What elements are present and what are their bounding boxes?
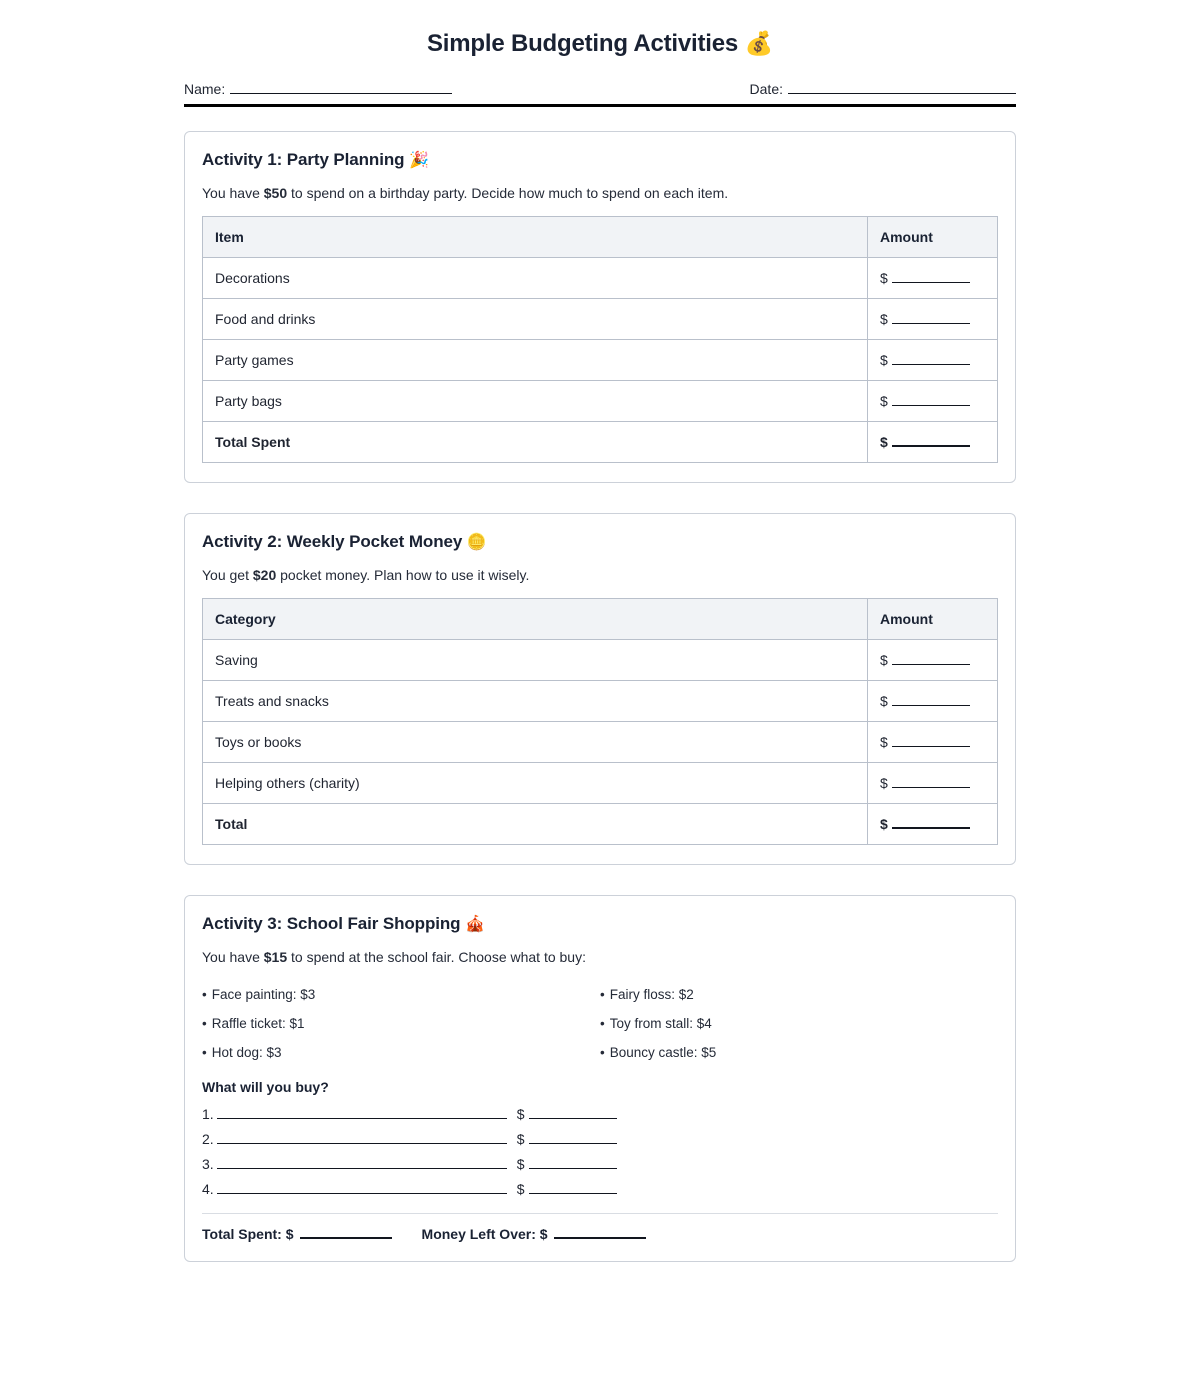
activity-3-description (202, 949, 998, 965)
choice-number: 4. (202, 1181, 214, 1197)
activity-card-2 (184, 513, 1016, 865)
row-amount-cell[interactable] (868, 681, 998, 722)
date-input-line[interactable] (788, 80, 1016, 94)
student-meta-row (184, 80, 1016, 97)
activity-1-heading-text: Activity 1: Party Planning (202, 150, 405, 169)
dollar-sign: $ (880, 434, 888, 450)
fair-item-label: Toy from stall: $4 (609, 1016, 712, 1031)
page-title (0, 0, 1200, 58)
dollar-sign: $ (880, 393, 888, 409)
table-row (203, 763, 998, 804)
activity-card-1 (184, 131, 1016, 483)
column-header-amount: Amount (868, 217, 998, 258)
total-amount-cell[interactable] (868, 804, 998, 845)
header-divider (184, 104, 1016, 107)
row-amount-cell[interactable] (868, 340, 998, 381)
bullet-icon: • (202, 1045, 207, 1060)
list-item (202, 1038, 600, 1067)
choice-amount-line[interactable] (529, 1130, 617, 1144)
total-label: Total (203, 804, 868, 845)
table-row (203, 299, 998, 340)
fair-item-label: Raffle ticket: $1 (211, 1016, 305, 1031)
money-bag-emoji: 💰 (744, 30, 773, 56)
fair-item-label: Fairy floss: $2 (609, 987, 694, 1002)
dollar-sign: $ (516, 1156, 525, 1172)
amount-blank-line[interactable] (892, 652, 970, 665)
fair-item-label: Bouncy castle: $5 (609, 1045, 717, 1060)
choice-item-line[interactable] (217, 1105, 507, 1119)
row-label: Toys or books (203, 722, 868, 763)
amount-blank-line[interactable] (892, 734, 970, 747)
page-title-text: Simple Budgeting Activities (426, 30, 739, 57)
activity-2-budget-amount: $20 (252, 567, 277, 583)
bullet-icon: • (202, 987, 207, 1002)
activity-3-desc-post: to spend at the school fair. Choose what to buy: (287, 949, 586, 965)
activity-card-3 (184, 895, 1016, 1262)
money-left-over-label: Money Left Over: $ (421, 1226, 548, 1242)
activity-1-desc-pre: You have (202, 185, 264, 201)
dollar-sign: $ (880, 816, 888, 832)
activity-2-desc-pre: You get (202, 567, 253, 583)
bullet-icon: • (600, 987, 605, 1002)
choice-amount-line[interactable] (529, 1155, 617, 1169)
choice-row (202, 1105, 998, 1122)
row-label: Food and drinks (203, 299, 868, 340)
what-will-you-buy-heading: What will you buy? (202, 1079, 329, 1095)
activity-2-table (202, 598, 998, 845)
row-amount-cell[interactable] (868, 299, 998, 340)
choice-row (202, 1130, 998, 1147)
summary-row (202, 1226, 998, 1242)
money-left-over-field (422, 1226, 646, 1242)
row-label: Treats and snacks (203, 681, 868, 722)
row-label: Helping others (charity) (203, 763, 868, 804)
activity-3-budget-amount: $15 (263, 949, 288, 965)
activity-1-heading (202, 150, 998, 170)
dollar-sign: $ (880, 311, 888, 327)
activity-2-heading-text: Activity 2: Weekly Pocket Money (202, 532, 463, 551)
table-row (203, 722, 998, 763)
activity-1-budget-amount: $50 (263, 185, 288, 201)
table-header-row (203, 217, 998, 258)
money-left-over-blank-line[interactable] (554, 1226, 646, 1239)
dollar-sign: $ (880, 775, 888, 791)
total-spent-field (202, 1226, 392, 1242)
row-amount-cell[interactable] (868, 640, 998, 681)
total-amount-cell[interactable] (868, 422, 998, 463)
fair-items-list (202, 980, 998, 1067)
activity-2-description (202, 567, 998, 583)
table-row (203, 258, 998, 299)
list-item (600, 980, 998, 1009)
total-spent-label: Total Spent: $ (202, 1226, 294, 1242)
activity-1-table (202, 216, 998, 463)
activity-3-heading (202, 914, 998, 934)
party-popper-emoji: 🎉 (409, 152, 429, 169)
table-row (203, 640, 998, 681)
column-header-amount: Amount (868, 599, 998, 640)
table-total-row (203, 422, 998, 463)
row-amount-cell[interactable] (868, 763, 998, 804)
coin-emoji: 🪙 (466, 534, 487, 551)
activity-2-heading (202, 532, 998, 552)
row-label: Saving (203, 640, 868, 681)
column-header-category: Category (203, 599, 868, 640)
amount-blank-line[interactable] (892, 311, 970, 324)
column-header-item: Item (203, 217, 868, 258)
dollar-sign: $ (880, 734, 888, 750)
choice-list (202, 1105, 998, 1197)
list-item (600, 1038, 998, 1067)
amount-blank-line[interactable] (892, 352, 970, 365)
circus-tent-emoji: 🎪 (465, 916, 485, 933)
amount-blank-line[interactable] (892, 270, 970, 283)
name-label: Name: (184, 81, 226, 97)
activity-2-desc-post: pocket money. Plan how to use it wisely. (276, 567, 530, 583)
choice-row (202, 1155, 998, 1172)
dollar-sign: $ (516, 1181, 525, 1197)
dollar-sign: $ (880, 270, 888, 286)
date-label: Date: (749, 81, 783, 97)
name-field (184, 80, 452, 97)
choice-row (202, 1180, 998, 1197)
fair-item-label: Face painting: $3 (211, 987, 316, 1002)
amount-blank-line[interactable] (892, 775, 970, 788)
row-label: Party bags (203, 381, 868, 422)
activity-3-desc-pre: You have (202, 949, 264, 965)
row-amount-cell[interactable] (868, 258, 998, 299)
choice-number: 2. (202, 1131, 214, 1147)
table-total-row (203, 804, 998, 845)
list-item (202, 1009, 600, 1038)
bullet-icon: • (600, 1045, 605, 1060)
choice-number: 1. (202, 1106, 214, 1122)
choice-amount-line[interactable] (529, 1180, 617, 1194)
row-label: Party games (203, 340, 868, 381)
dollar-sign: $ (516, 1131, 525, 1147)
fair-item-label: Hot dog: $3 (211, 1045, 282, 1060)
table-row (203, 381, 998, 422)
activity-1-description (202, 185, 998, 201)
total-label: Total Spent (203, 422, 868, 463)
dollar-sign: $ (880, 693, 888, 709)
total-spent-blank-line[interactable] (300, 1226, 392, 1239)
row-amount-cell[interactable] (868, 722, 998, 763)
row-label: Decorations (203, 258, 868, 299)
total-blank-line[interactable] (892, 816, 970, 829)
total-blank-line[interactable] (892, 434, 970, 447)
activity-3-heading-text: Activity 3: School Fair Shopping (202, 914, 461, 933)
bullet-icon: • (600, 1016, 605, 1031)
summary-divider (202, 1213, 998, 1214)
bullet-icon: • (202, 1016, 207, 1031)
activity-1-desc-post: to spend on a birthday party. Decide how much to spend on each item. (287, 185, 729, 201)
list-item (600, 1009, 998, 1038)
amount-blank-line[interactable] (892, 393, 970, 406)
date-field (750, 80, 1016, 97)
row-amount-cell[interactable] (868, 381, 998, 422)
dollar-sign: $ (516, 1106, 525, 1122)
choice-amount-line[interactable] (529, 1105, 617, 1119)
list-item (202, 980, 600, 1009)
name-input-line[interactable] (230, 80, 452, 94)
choice-item-line[interactable] (217, 1130, 507, 1144)
dollar-sign: $ (880, 652, 888, 668)
table-header-row (203, 599, 998, 640)
dollar-sign: $ (880, 352, 888, 368)
choice-item-line[interactable] (217, 1155, 507, 1169)
table-row (203, 681, 998, 722)
choice-number: 3. (202, 1156, 214, 1172)
amount-blank-line[interactable] (892, 693, 970, 706)
table-row (203, 340, 998, 381)
choice-item-line[interactable] (217, 1180, 507, 1194)
